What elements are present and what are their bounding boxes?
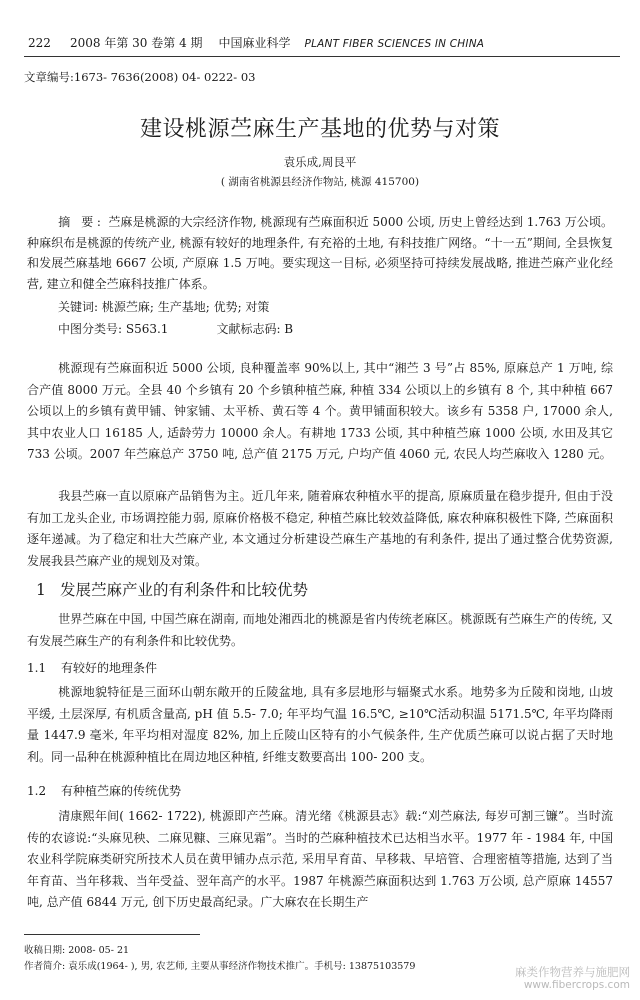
intro-paragraph-2: 我县苎麻一直以原麻产品销售为主。近几年来, 随着麻农种植水平的提高, 原麻质量在稳步提升, 但由于没有加工龙头企业, 市场调控能力弱, 原麻价格极不稳定, 种植苎麻比较效益降低, 麻农种麻积极性下降, 苎麻面积逐年递减。为了稳定和壮大苎麻产业, 本文通过分析建设苎麻生产基地的有利条件, 提出了通过整合优势资源, 发展我县苎麻产业的规划及对策。	[27, 489, 613, 568]
footnote-author-bio: 作者简介: 袁乐成(1964- ), 男, 农艺师, 主要从事经济作物技术推广。手机号: 13875103579	[24, 961, 416, 972]
subsection-title: 有较好的地理条件	[61, 661, 158, 675]
abstract	[27, 212, 613, 294]
subsection-heading-1-1	[27, 659, 157, 676]
subsection-title: 有种植苎麻的传统优势	[61, 784, 182, 798]
classification-line	[58, 320, 293, 337]
subsection-heading-1-2	[27, 782, 181, 799]
article-number: 文章编号:1673- 7636(2008) 04- 0222- 03	[24, 70, 256, 84]
watermark-url: www.fibercrops.com	[523, 979, 630, 991]
watermark-text: 麻类作物营养与施肥网	[515, 965, 630, 979]
journal-name-en: PLANT FIBER SCIENCES IN CHINA	[304, 38, 485, 50]
section-1-paragraph: 世界苎麻在中国, 中国苎麻在湖南, 而地处湘西北的桃源是省内传统老麻区。桃源既有苎麻生产的传统, 又有发展苎麻生产的有利条件和比较优势。	[27, 612, 613, 648]
subsection-number: 1.2	[27, 784, 47, 798]
authors: 袁乐成,周艮平	[283, 155, 357, 169]
affiliation: ( 湖南省桃源县经济作物站, 桃源 415700)	[220, 176, 420, 188]
site-watermark	[515, 966, 630, 992]
subsection-1-2-paragraph: 清康熙年间( 1662- 1722), 桃源即产苎麻。清光绪《桃源县志》载:“刈苎麻法, 每岁可割三镰”。当时流传的农谚说:“头麻见秧、二麻见糠、三麻见霜”。当时的苎麻种植技术已达相当水平。1977 年 - 1984 年, 中国农业科学院麻类研究所技术人员在黄甲铺办点示范, 采用早育苗、早移栽、早培管、合理密植等措施, 达到了当年育苗、当年移栽、当年受益、翌年高产的水平。1987 年桃源苎麻面积达到 1.763 万公顷, 总产原麻 14557 吨, 总产值 6844 万元, 创下历史最高纪录。广大麻农在长期生产	[27, 809, 613, 909]
abstract-label: 摘 要:	[58, 215, 105, 229]
classification-number: 中图分类号: S563.1	[58, 322, 169, 336]
intro-paragraph-1: 桃源现有苎麻面积近 5000 公顷, 良种覆盖率 90%以上, 其中“湘苎 3 号”占 85%, 原麻总产 1 万吨, 综合产值 8000 万元。全县 40 个乡镇有 20 个乡镇种植苎麻, 种植 334 公顷以上的乡镇有 8 个, 其中种植 667 公顷以上的乡镇有黄甲铺、钟家铺、太平桥、黄石等 4 个。黄甲铺面积较大。该乡有 5358 户, 17000 余人, 其中农业人口 16185 人, 适龄劳力 10000 余人。有耕地 1733 公顷, 其中种植苎麻 1000 公顷, 水田及其它 733 公顷。2007 年苎麻总产 3750 吨, 总产值 2175 万元, 户均产值 4060 元, 农民人均苎麻收入 1280 元。	[27, 361, 613, 461]
document-code: 文献标志码: B	[216, 322, 294, 336]
footnote-rule	[24, 934, 200, 935]
section-number: 1	[36, 581, 46, 599]
header-rule	[24, 56, 620, 57]
footnote-received-date: 收稿日期: 2008- 05- 21	[24, 945, 130, 956]
subsection-1-1-paragraph: 桃源地貌特征是三面环山朝东敞开的丘陵盆地, 具有多层地形与辐聚式水系。地势多为丘陵和岗地, 山坡平缓, 土层深厚, 有机质含量高, pH 值 5.5- 7.0; 年平均气温 16.5℃, ≥10℃活动积温 5171.5℃, 年平均降雨量 1447.9 毫米, 年平均相对湿度 82%, 加上丘陵山区特有的小气候条件, 生产优质苎麻可以说占据了天时地利。同一品种在桃源种植比在周边地区种植, 纤维支数要高出 100- 200 支。	[27, 685, 613, 764]
section-heading-1	[36, 578, 308, 600]
section-title: 发展苎麻产业的有利条件和比较优势	[60, 581, 309, 599]
running-header	[28, 34, 618, 51]
journal-name-cn: 中国麻业科学	[218, 36, 291, 50]
subsection-number: 1.1	[27, 661, 47, 675]
page-number: 222	[28, 36, 51, 50]
paper-title: 建设桃源苎麻生产基地的优势与对策	[139, 117, 500, 142]
keywords: 关键词: 桃源苎麻; 生产基地; 优势; 对策	[58, 300, 270, 314]
abstract-text: 苎麻是桃源的大宗经济作物, 桃源现有苎麻面积近 5000 公顷, 历史上曾经达到 1.763 万公顷。种麻织布是桃源的传统产业, 桃源有较好的地理条件, 有充裕的土地, 有科技推广网络。“十一五”期间, 全县恢复和发展苎麻基地 6667 公顷, 产原麻 1.5 万吨。要实现这一目标, 必须坚持可持续发展战略, 推进苎麻产业化经营, 建立和健全苎麻科技推广体系。	[27, 215, 613, 291]
journal-issue: 2008 年第 30 卷第 4 期	[70, 36, 203, 50]
